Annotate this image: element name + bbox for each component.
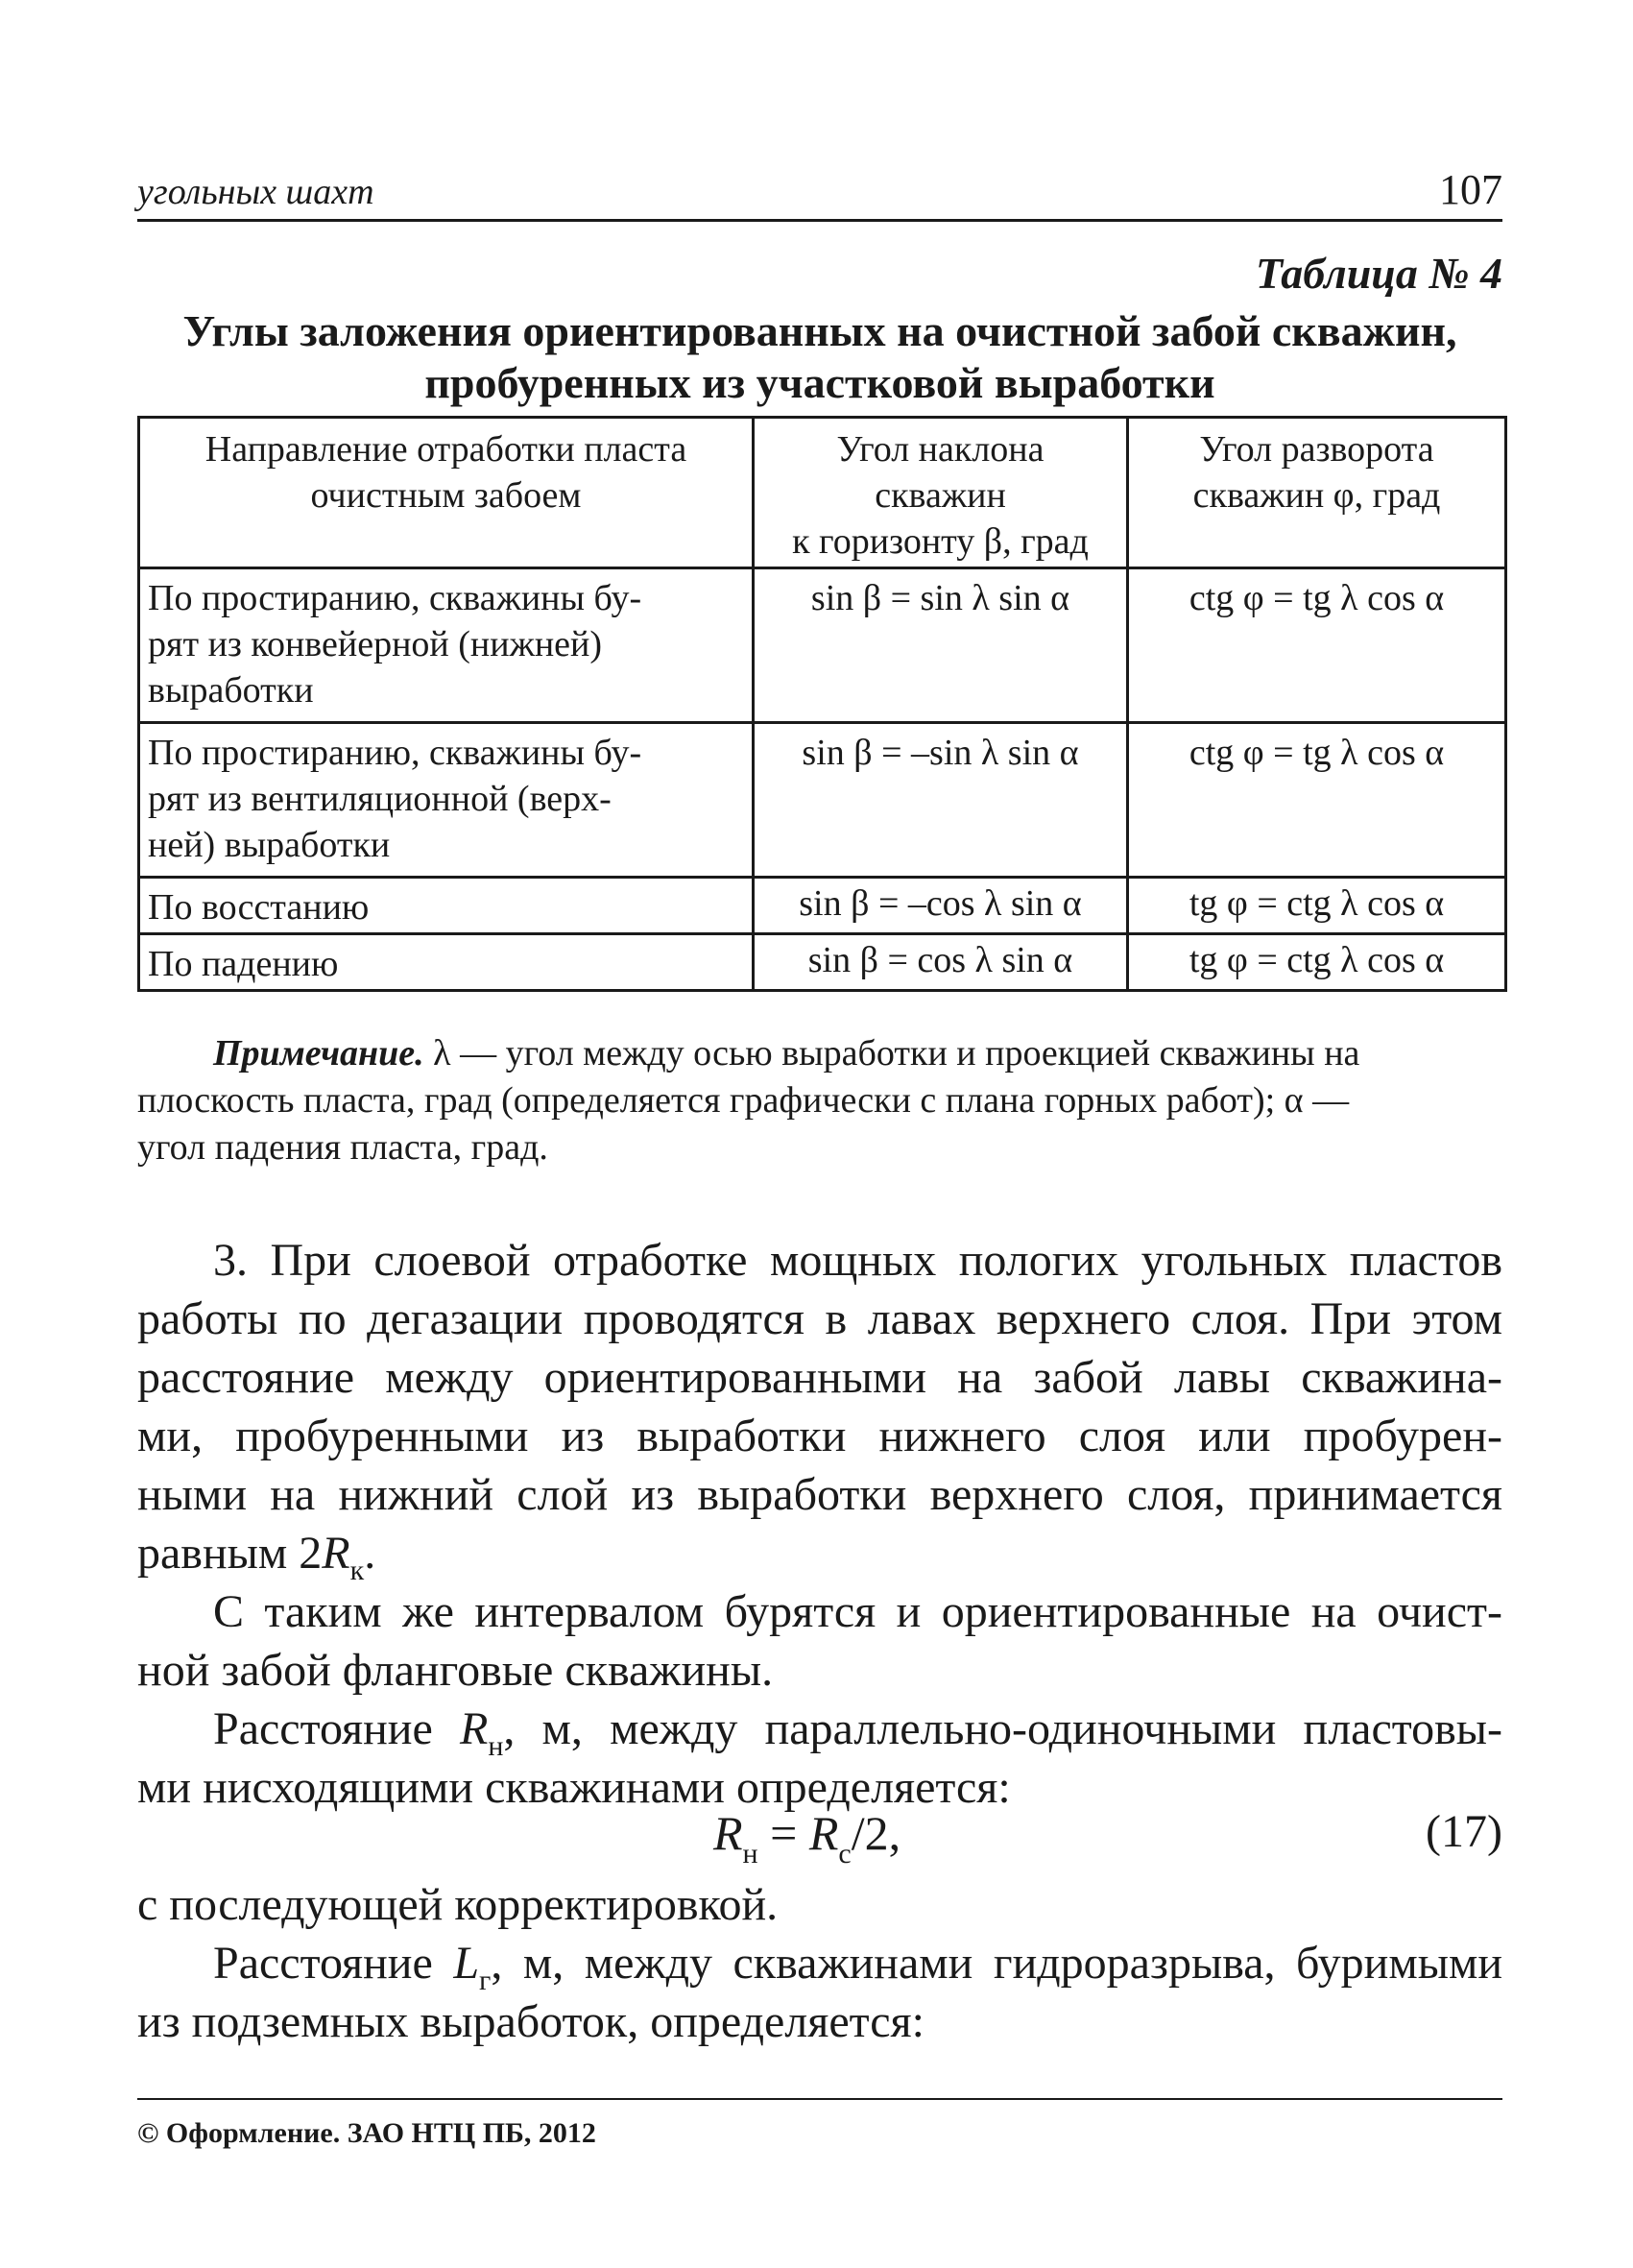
text-run: , м, между параллельно-одиночными пластовы- bbox=[503, 1703, 1503, 1754]
paragraph-line: работы по дегазации проводятся в лавах верхнего слоя. При этом bbox=[137, 1293, 1502, 1344]
cell-line: По падению bbox=[148, 944, 339, 984]
cell-line: По восстанию bbox=[148, 887, 370, 928]
column-header-beta bbox=[754, 418, 1128, 568]
symbol-l: L bbox=[453, 1938, 480, 1989]
cell-phi-formula: ctg φ = tg λ cos α bbox=[1128, 723, 1506, 878]
angles-table bbox=[137, 416, 1507, 992]
paragraph-line: расстояние между ориентированными на забой лавы скважина- bbox=[137, 1352, 1502, 1403]
footer-rule bbox=[137, 2098, 1502, 2100]
table-row bbox=[139, 878, 1506, 934]
table-note-line-3: угол падения пласта, град. bbox=[137, 1127, 548, 1168]
cell-beta-formula: sin β = –cos λ sin α bbox=[754, 878, 1128, 934]
header-line: скважин bbox=[875, 475, 1006, 516]
cell-beta-formula: sin β = cos λ sin α bbox=[754, 934, 1128, 991]
text-run: , м, между скважинами гидроразрыва, буримыми bbox=[491, 1938, 1503, 1989]
cell-line: По простиранию, скважины бу- bbox=[148, 733, 642, 773]
note-label: Примечание. bbox=[213, 1033, 424, 1074]
header-line: Угол разворота bbox=[1199, 429, 1434, 470]
cell-line: рят из конвейерной (нижней) bbox=[148, 624, 603, 664]
subscript: н bbox=[488, 1730, 504, 1762]
cell-phi-formula: ctg φ = tg λ cos α bbox=[1128, 568, 1506, 723]
formula-subscript: с bbox=[838, 1838, 852, 1870]
table-note-line-2: плоскость пласта, град (определяется графически с плана горных работ); α — bbox=[137, 1080, 1350, 1121]
cell-line: ней) выработки bbox=[148, 825, 391, 865]
table-number: Таблица № 4 bbox=[1255, 249, 1502, 298]
header-line: Направление отработки пласта bbox=[204, 429, 687, 470]
paragraph-line: с последующей корректировкой. bbox=[137, 1879, 779, 1930]
header-rule bbox=[137, 219, 1502, 222]
column-header-direction bbox=[139, 418, 754, 568]
text-run: равным 2 bbox=[137, 1528, 323, 1579]
footer-copyright: © Оформление. ЗАО НТЦ ПБ, 2012 bbox=[137, 2117, 596, 2149]
header-line: Угол наклона bbox=[836, 429, 1045, 470]
symbol-r: R bbox=[459, 1703, 489, 1754]
equation-number: (17) bbox=[1426, 1806, 1502, 1857]
running-header-title: угольных шахт bbox=[137, 172, 374, 212]
table-title-line-1: Углы заложения ориентированных на очистной забой скважин, bbox=[182, 306, 1457, 355]
table-row bbox=[139, 934, 1506, 991]
header-line: к горизонту β, град bbox=[792, 521, 1089, 562]
cell-phi-formula: tg φ = ctg λ cos α bbox=[1128, 878, 1506, 934]
header-line: очистным забоем bbox=[310, 475, 582, 516]
formula-symbol: R bbox=[808, 1806, 839, 1860]
table-header-row bbox=[139, 418, 1506, 568]
formula-symbol: R bbox=[713, 1806, 743, 1860]
cell-phi-formula: tg φ = ctg λ cos α bbox=[1128, 934, 1506, 991]
column-header-phi bbox=[1128, 418, 1506, 568]
paragraph-line bbox=[213, 1936, 1502, 1997]
cell-direction bbox=[139, 878, 754, 934]
table-row bbox=[139, 568, 1506, 723]
cell-direction bbox=[139, 723, 754, 878]
cell-beta-formula: sin β = –sin λ sin α bbox=[754, 723, 1128, 878]
formula-17 bbox=[713, 1805, 901, 1870]
paragraph-line: 3. При слоевой отработке мощных пологих угольных пластов bbox=[213, 1235, 1502, 1286]
text-run: Расстояние bbox=[213, 1703, 460, 1754]
page-number: 107 bbox=[1439, 166, 1502, 213]
formula-subscript: н bbox=[742, 1838, 758, 1870]
formula-operator: = bbox=[757, 1806, 809, 1860]
cell-line: По простиранию, скважины бу- bbox=[148, 578, 642, 618]
cell-direction bbox=[139, 568, 754, 723]
table-title-line-2: пробуренных из участковой выработки bbox=[424, 358, 1215, 407]
paragraph-line: ми нисходящими скважинами определяется: bbox=[137, 1762, 1011, 1813]
cell-line: выработки bbox=[148, 670, 314, 711]
note-text: λ — угол между осью выработки и проекцией скважины на bbox=[423, 1033, 1360, 1074]
cell-line: рят из вентиляционной (верх- bbox=[148, 779, 612, 819]
paragraph-line: С таким же интервалом бурятся и ориентированные на очист- bbox=[213, 1586, 1502, 1637]
header-line: скважин φ, град bbox=[1192, 475, 1441, 516]
text-run: Расстояние bbox=[213, 1938, 454, 1989]
table-note-line-1 bbox=[213, 1030, 1500, 1077]
paragraph-line: из подземных выработок, определяется: bbox=[137, 1996, 925, 2047]
subscript: к bbox=[349, 1555, 365, 1586]
symbol-r: R bbox=[322, 1528, 350, 1579]
subscript: г bbox=[479, 1965, 492, 1996]
cell-beta-formula: sin β = sin λ sin α bbox=[754, 568, 1128, 723]
paragraph-line: ными на нижний слой из выработки верхнего слоя, принимается bbox=[137, 1469, 1502, 1520]
paragraph-line bbox=[137, 1526, 1502, 1587]
formula-tail: /2, bbox=[851, 1806, 901, 1860]
paragraph-line: ми, пробуренными из выработки нижнего слоя или пробурен- bbox=[137, 1411, 1502, 1461]
cell-direction bbox=[139, 934, 754, 991]
paragraph-line bbox=[213, 1701, 1502, 1763]
text-run: . bbox=[364, 1528, 376, 1579]
table-row bbox=[139, 723, 1506, 878]
paragraph-line: ной забой фланговые скважины. bbox=[137, 1645, 774, 1696]
